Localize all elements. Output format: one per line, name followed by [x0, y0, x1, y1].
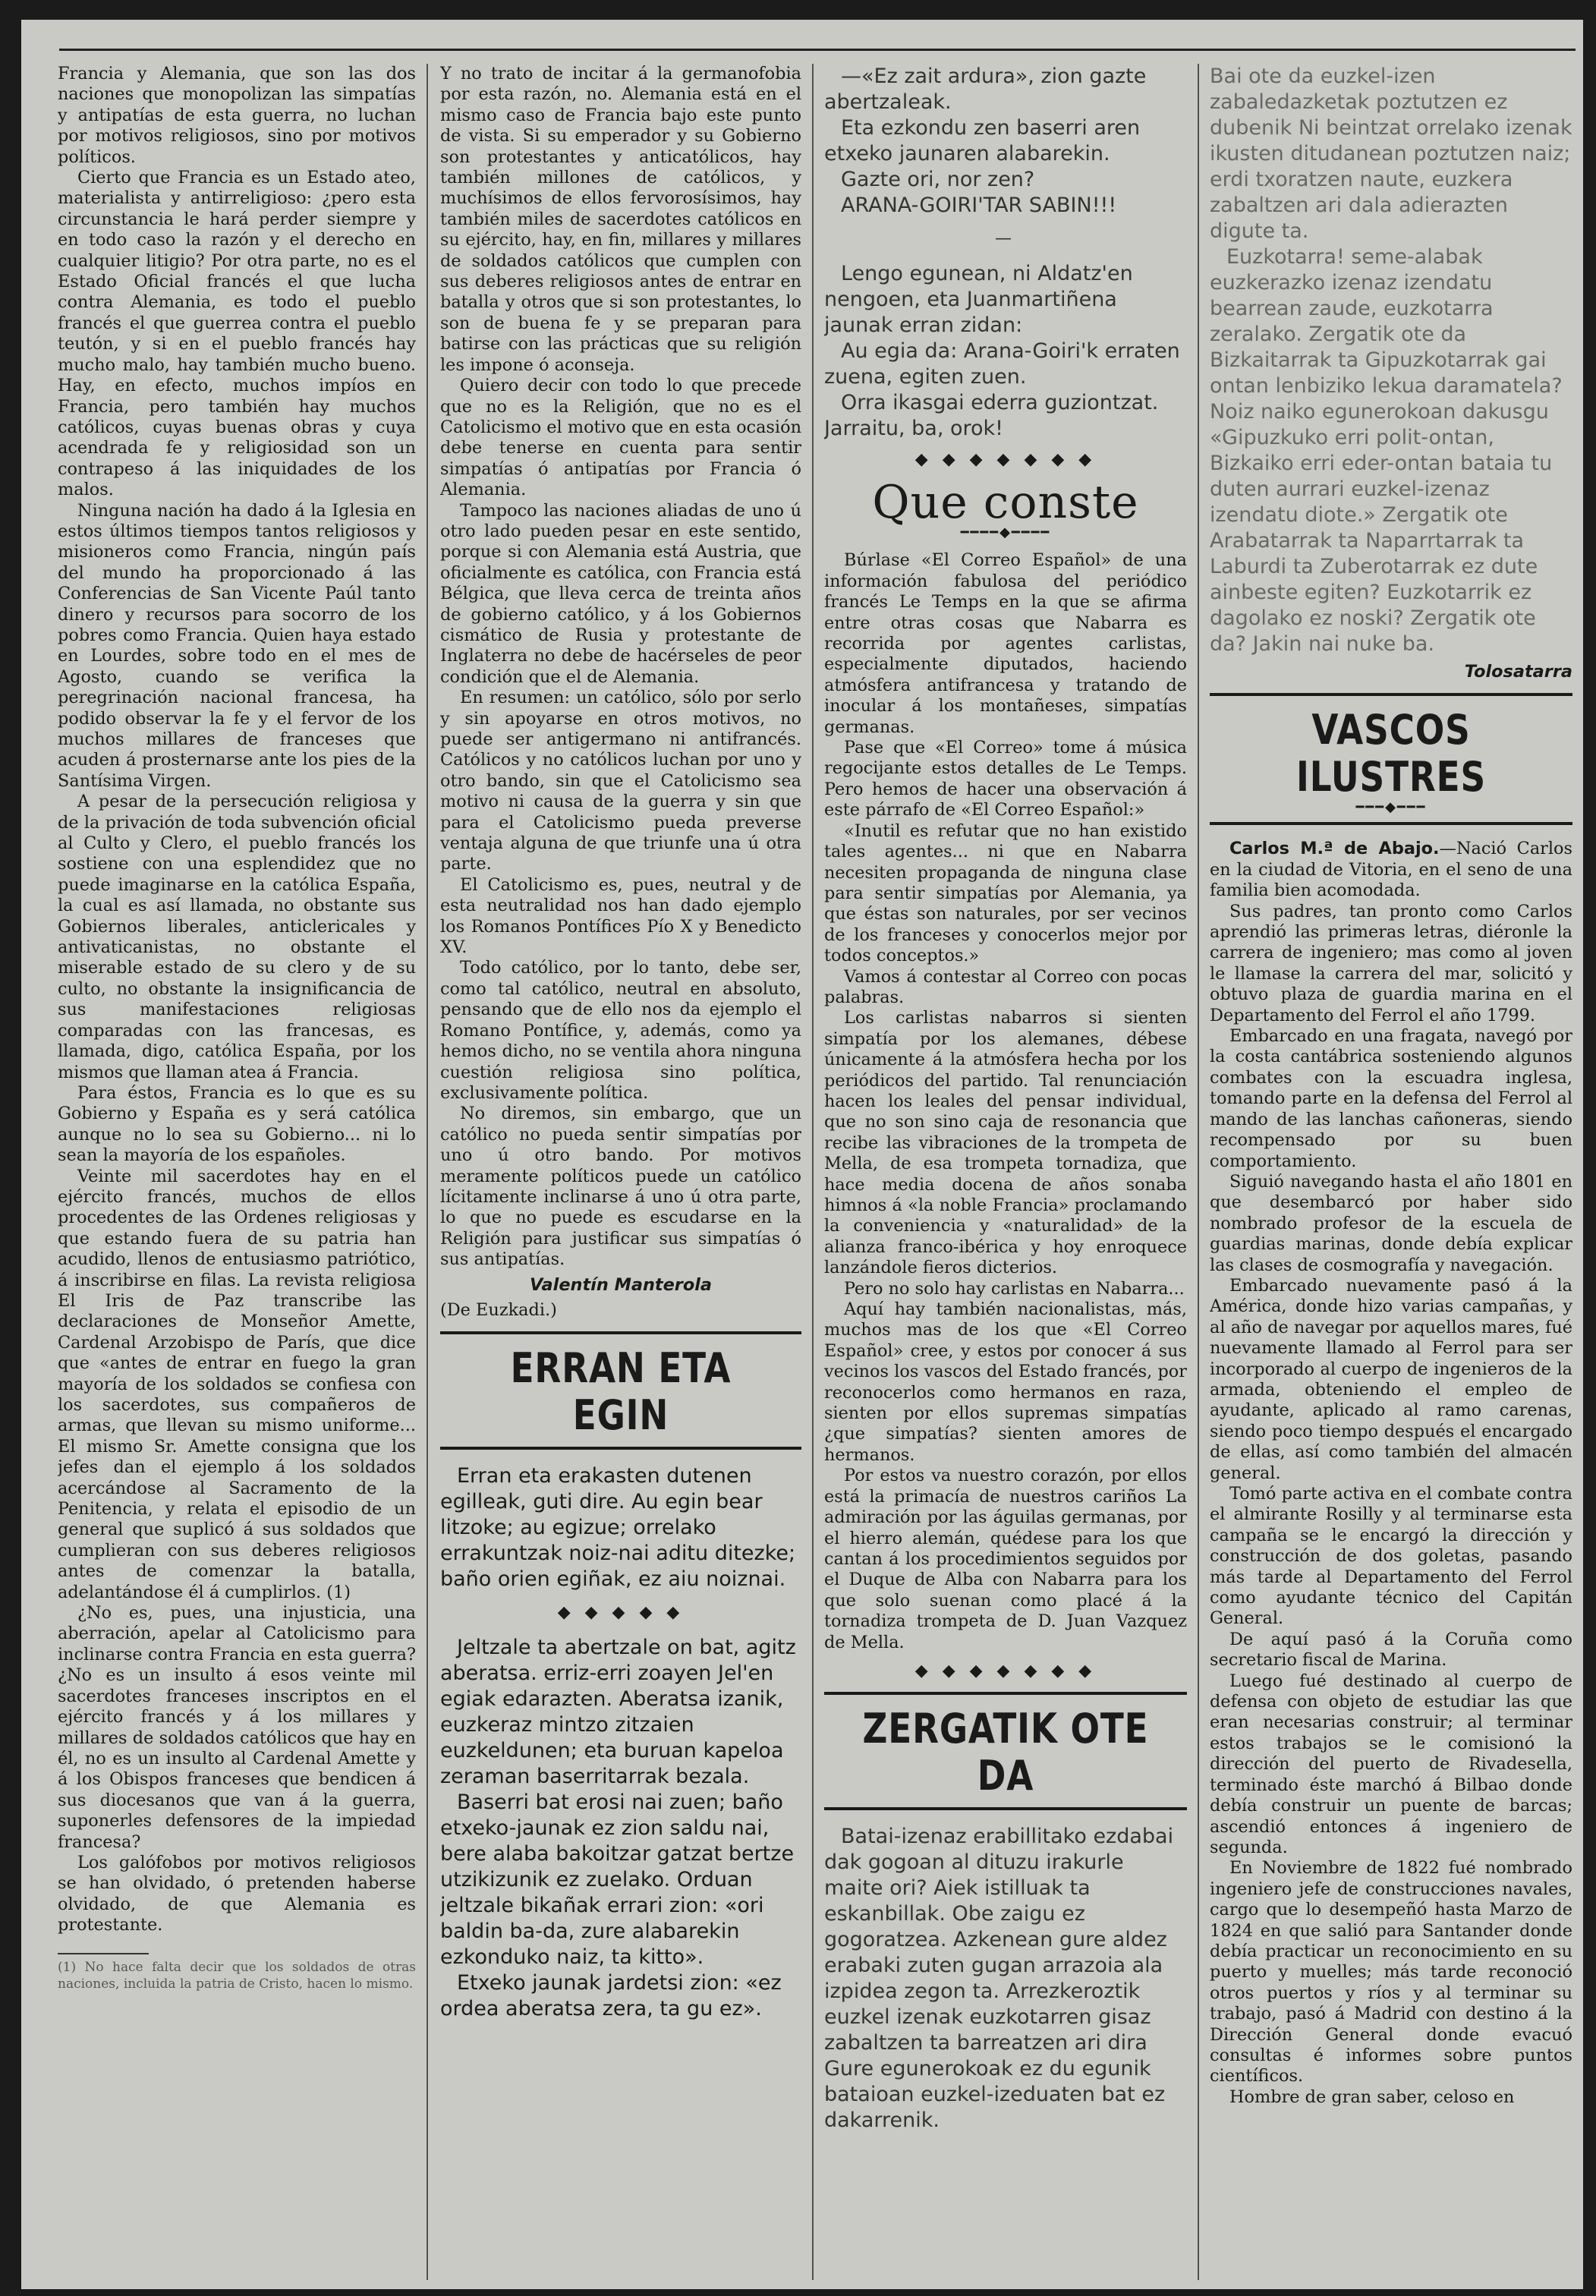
column-3 [824, 64, 1187, 2280]
paragraph: De aquí pasó á la Coruña como secretario fiscal de Marina. [1210, 1629, 1572, 1671]
paragraph: Euzkotarra! seme-alabak euzkerazko izenaz izendatu bearrean zaude, euzkotarra zeralako. Zergatik ote da Bizkaitarrak ta Gipuzkotarrak gai ontan lenbiziko lekua daramatela? Noiz naiko egunerokoan dakusgu «Gipuzkuko erri polit-ontan, Bizkaiko erri eder-ontan bataia tu duten aurrari euzkel-izenaz izendatu diote.» Zergatik ote Arabatarrak ta Naparrtarrak ta Laburdi ta Zuberotarrak ez dute ainbeste egiten? Euzkotarrik ez dagolako ez noski? Zergatik ote da? Jakin nai nuke ba. [1210, 245, 1563, 656]
separator-dots: ◆ ◆ ◆ ◆ ◆ [557, 1603, 685, 1623]
section-title: VASCOS ILUSTRES [1296, 706, 1486, 802]
column-4: Bai ote da euzkel-izen zabaledazketak poztutzen ez dubenik Ni beintzat orrelako izenak ikusten ditudanean poztutzen naiz; erdi txoratzen naute, euzkera zabaltzen ari dala adierazten digute ta. Euzkotarra! seme-alabak euzkerazko izenaz izendatu bearrean zaude, euzkotarra zeralako. Zergatik ote da Bizkaitarrak ta Gipuzkotarrak gai ontan lenbiziko lekua daramatela? Noiz naiko egunerokoan dakusgu «Gipuzkuko erri polit-ontan, Bizkaiko erri eder-ontan bataia tu duten aurrari euzkel-izenaz izendatu diote.» Zergatik ote Arabatarrak ta Naparrtarrak ta Laburdi ta Zuberotarrak ez dute ainbeste egiten? Euzkotarrik ez dagolako ez noski? Zergatik ote da? Jakin nai nuke ba. Tolosatarra VASCOS ILUSTRES ━━━◆━━━ Carlos M.ª de Abajo.—Nació Carlos en la ciudad de Vitoria, en el seno de una familia bien acomodada. Sus padres, tan pronto como Carlos aprendió las primeras letras, diéronle la carrera de ingeniero; mas como al joven le llamase la carrera del mar, solicitó y obtuvo plaza de guardia marina en el Departamento del Ferrol el año 1799. Embarcado en una fragata, navegó por la costa cantábrica sosteniendo algunos combates con la escuadra inglesa, tomando parte en la defensa del Ferrol al mando de las lanchas cañoneras, siendo recompensado por su buen comportamiento. Siguió navegando hasta el año 1801 en que desembarcó por haber sido nombrado profesor de la escuela de guardias marinas, donde debía explicar las clases de cosmografía y navegación. Embarcado nuevamente pasó á la América, donde hizo varias campañas, y al año de navegar por aquellos mares, fué nuevamente llamado al Ferrol para ser incorporado al cuerpo de ingenieros de la armada, obteniendo el empleo de ayudante, aplicado al ramo carenas, siendo poco tiempo después el encargado de ellas, así como también del almacén general. Tomó parte activa en el combate contra el almirante Rosilly y al terminarse esta campaña se le encargó la dirección y construcción de dos goletas, pasando más tarde al Departamento del Ferrol como ayudante técnico del Capitán General. De aquí pasó á la Coruña como secretario fiscal de Marina. Luego fué destinado al cuerpo de defensa con objeto de estudiar las que eran necesarias construir; al terminar estos trabajos se le comisionó la dirección del puerto de Rivadesella, terminado éste marchó á Bilbao donde debía construir un puente de barcas; ascendió entonces á ingeniero de segunda. En Noviembre de 1822 fué nombrado ingeniero jefe de construcciones navales, cargo que lo desempeñó hasta Marzo de 1824 en que salió para Santander donde debía practicar un reconocimiento en su puerto y muelles; más tarde reconoció otros puertos y ríos y al terminar su trabajo, pasó á Madrid con destino á la Dirección General donde evacuó consultas é informes sobre puntos científicos. Hombre de gran saber, celoso en [1210, 65, 1572, 2107]
paragraph: Embarcado en una fragata, navegó por la costa cantábrica sosteniendo algunos combates con la escuadra inglesa, tomando parte en la defensa del Ferrol al mando de las lanchas cañoneras, siendo recompensado por su buen comportamiento. [1210, 1026, 1572, 1171]
paragraph: No diremos, sin embargo, que un católico no pueda sentir simpatías por uno ú otro bando. Por motivos meramente políticos puede un católico lícitamente inclinarse á uno ú otra parte, lo que no puede es escudarse en la Religión para justificar sus simpatías ó sus antipatías. [440, 1104, 801, 1270]
paragraph: ARANA-GOIRI'TAR SABIN!!! [841, 194, 1117, 217]
paragraph: Tampoco las naciones aliadas de uno ú otro lado pueden pesar en este sentido, porque si con Alemania está Austria, que oficialmente es católica, con Francia está Bélgica, que lleva cerca de treinta años de gobierno católico, y á los Gobiernos cismático de Rusia y protestante de Inglaterra no debe de hacérseles de peor condición que el de Alemania. [440, 500, 801, 687]
paragraph: Lengo egunean, ni Aldatz'en nengoen, eta Juanmartiñena jaunak erran zidan: [824, 262, 1133, 337]
top-rule [59, 49, 1576, 51]
paragraph: Hombre de gran saber, celoso en [1229, 2087, 1515, 2107]
paragraph: Los carlistas nabarros si sienten simpatía por los alemanes, débese únicamente á la atmósfera hecha por los periódicos del partido. Tal renunciación hacen los leales del pensar individual, que no son sino caja de resonancia que recibe las vibraciones de la trompeta de Mella, de esa trompeta tornadiza, que hace media docena de años sonaba himnos á «la noble Francia» proclamando la conveniencia y «naturalidad» de la alianza franco-ibérica y hoy enroquece lanzándole fieros dicterios. [824, 1008, 1187, 1278]
paragraph: Sus padres, tan pronto como Carlos aprendió las primeras letras, diéronle la carrera de ingeniero; mas como al joven le llamase la carrera del mar, solicitó y obtuvo plaza de guardia marina en el Departamento del Ferrol el año 1799. [1210, 901, 1572, 1025]
paragraph: Eta ezkondu zen baserri aren etxeko jaunaren alabarekin. [824, 116, 1141, 165]
paragraph: Quiero decir con todo lo que precede que no es la Religión, que no es el Catolicismo el motivo que en esta ocasión debe tenerse en cuenta para sentir simpatías ó antipatías por Francia ó Alemania. [440, 376, 801, 500]
article-source: (De Euzkadi.) [440, 1299, 557, 1320]
separator-dots: ◆ ◆ ◆ ◆ ◆ ◆ ◆ [914, 1661, 1097, 1680]
paragraph: A pesar de la persecución religiosa y de la privación de toda subvención oficial al Culto y Clero, el pueblo francés los sostiene con una esplendidez que no puede imaginarse en la católica España, la cual es así llamada, no obstante sus Gobiernos liberales, anticlericales y antivaticanistas, no obstante el miserable estado de su clero y de su culto, no obstante la insignificancia de sus manifestaciones religiosas comparadas con las francesas, es llamada, digo, católica España, por los mismos que llaman atea á Francia. [58, 792, 416, 1082]
section-header-erran-eta-egin [440, 1331, 801, 1450]
paragraph: Los galófobos por motivos religiosos se han olvidado, ó pretenden haberse olvidado, de que Alemania es protestante. [58, 1852, 416, 1935]
column-divider [427, 64, 428, 2280]
paragraph: Baserri bat erosi nai zuen; baño etxeko-jaunak ez zion saldu nai, bere alaba bakoitzar gatzat bertze utzikizunik ez zuelako. Orduan jeltzale bikañak errari zion: «ori baldin ba-da, zure alabarekin ezkonduko naiz, ta kitto». [440, 1791, 795, 1970]
paragraph: —«Ez zait ardura», zion gazte abertzaleak. [824, 65, 1147, 114]
paragraph: Vamos á contestar al Correo con pocas palabras. [824, 966, 1187, 1007]
paragraph: El Catolicismo es, pues, neutral y de esta neutralidad nos han dado ejemplo los Romanos Pontífices Pío X y Benedicto XV. [440, 874, 801, 958]
section-body [440, 1463, 801, 2022]
paragraph: «Inutil es refutar que no han existido tales agentes... ni que en Nabarra necesiten propaganda de ninguna clase para sentir simpatías por Alemania, ya que éstas son naturales, por ser vecinos de los franceses y conocerlos mejor por todos conceptos.» [824, 820, 1187, 966]
paragraph: Para éstos, Francia es lo que es su Gobierno y España es y será católica aunque no lo sea su Gobierno... ni lo sean la mayoría de los españoles. [58, 1082, 416, 1166]
paragraph: Luego fué destinado al cuerpo de defensa con objeto de estudiar las que eran necesarias construir; al terminar estos trabajos se le comisionó la dirección del puerto de Rivadesella, terminado éste marchó á Bilbao donde debía construir un puente de barcas; ascendió entonces á ingeniero de segunda. [1210, 1671, 1572, 1857]
paragraph: Jeltzale ta abertzale on bat, agitz aberatsa. erriz-erri zoayen Jel'en egiak edarazten. Aberatsa izanik, euzkeraz mintzo zitzaien euzkeldunen; eta buruan kapeloa zeraman baserritarrak bezala. [440, 1636, 796, 1789]
paragraph: Por estos va nuestro corazón, por ellos está la primacía de nuestros cariños La admiración por las águilas germanas, por el hierro alemán, quédese para los que cantan á los procedimientos seguidos por el Duque de Alba con Nabarra para los que solo suenan como placé á la tornadiza trompeta de D. Juan Vazquez de Mella. [824, 1466, 1187, 1652]
column-divider [1198, 64, 1199, 2280]
paragraph: Bai ote da euzkel-izen zabaledazketak poztutzen ez dubenik Ni beintzat orrelako izenak ikusten ditudanean poztutzen naiz; erdi txoratzen naute, euzkera zabaltzen ari dala adierazten digute ta. [1210, 65, 1572, 243]
paragraph: Batai-izenaz erabillitako ezdabai dak gogoan al dituzu irakurle maite ori? Aiek istilluak ta eskanbillak. Obe zaigu ez gogoratzea. Azkenean gure aldez erabaki zuten gugan arrazoia ala izpidea zegon ta. Arrezkeroztik euzkel izenak euzkotarren gisaz zabaltzen ta barreatzen ari dira Gure egunerokoak ez du egunik bataioan euzkel-izeduaten bat ez dakarrenik. [824, 1825, 1174, 2133]
paragraph: En resumen: un católico, sólo por serlo y sin apoyarse en otros motivos, no puede ser antigermano ni antifrancés. Católicos y no católicos luchan por uno y otro bando, sin que el Catolicismo sea motivo ni causa de la guerra y sin que para el Catolicismo pueda preverse ventaja alguna de que triunfe una ú otra parte. [440, 688, 801, 874]
paragraph: Embarcado nuevamente pasó á la América, donde hizo varias campañas, y al año de navegar por aquellos mares, fué nuevamente llamado al Ferrol para ser incorporado al cuerpo de ingenieros de la armada, obteniendo el empleo de ayudante, aplicado al ramo carenas, siendo poco tiempo después el encargado de ellas, así como también del almacén general. [1210, 1275, 1572, 1483]
paragraph: Etxeko jaunak jardetsi zion: «ez ordea aberatsa zera, ta gu ez». [440, 1971, 782, 2021]
paragraph: Ninguna nación ha dado á la Iglesia en estos últimos tiempos tantos religiosos y misioneros como Francia, ningún país del mundo ha proporcionado á las Conferencias de San Vicente Paúl tanto dinero y recursos para socorro de los pobres como Francia. Quien haya estado en Lourdes, sobre todo en el mes de Agosto, cuando se verifica la peregrinación nacional francesa, ha podido observar la fe y el fervor de los muchos millares de franceses que acuden á prosternarse ante los pies de la Santísima Virgen. [58, 500, 416, 791]
article-signature: Valentín Manterola [529, 1274, 713, 1295]
separator-dots: ◆ ◆ ◆ ◆ ◆ ◆ ◆ [914, 450, 1097, 469]
paragraph: Pase que «El Correo» tome á música regocijante estos detalles de Le Temps. Pero hemos de hacer una observación á este párrafo de «El Correo Español:» [824, 738, 1187, 820]
column-1 [58, 64, 416, 2280]
paragraph: Y no trato de incitar á la germanofobia por esta razón, no. Alemania está en el mismo caso de Francia bajo este punto de vista. Si su emperador y su Gobierno son protestantes y anticatólicos, hay también millones de católicos, y muchísimos de ellos fervorosísimos, hay también miles de sacerdotes católicos en su ejército, hay, en fin, millares y millares de soldados católicos que cumplen con sus deberes religiosos antes de entrar en batalla y otros que si son protestantes, lo son de buena fe y se preparan para batirse con las prácticas que su religión les impone ó aconseja. [440, 64, 801, 375]
paragraph: Pero no solo hay carlistas en Nabarra... [844, 1278, 1185, 1299]
paragraph: Francia y Alemania, que son las dos naciones que monopolizan las simpatías y antipatías de esta guerra, no luchan por motivos religiosos, sino por motivos políticos. [58, 64, 416, 167]
column-2 [440, 64, 801, 2280]
paragraph: Aquí hay también nacionalistas, más, muchos mas de los que «El Correo Español» cree, y estos por conocer á sus vecinos los vascos del Estado francés, por reconocerlos como hermanos en raza, sienten por ellos supremas simpatías ¿que simpatías? sienten amores de hermanos. [824, 1299, 1187, 1465]
section-body [824, 1824, 1187, 2134]
lead-name: Carlos M.ª de Abajo. [1229, 839, 1440, 859]
continued-text [824, 64, 1187, 442]
ornament-icon: ━━━━◆━━━━ [960, 524, 1051, 541]
paragraph: Erran eta erakasten dutenen egilleak, guti dire. Au egin bear litzoke; au egizue; orrelako errakuntzak noiz-nai aditu ditezke; baño orien egiñak, ez aiu noiznai. [440, 1464, 796, 1592]
section-header-zergatik-ote-da [824, 1692, 1187, 1810]
article-signature: Tolosatarra [1464, 662, 1572, 682]
paragraph: Todo católico, por lo tanto, debe ser, como tal católico, neutral en absoluto, pensando que de ello nos da ejemplo el Romano Pontífice, y, además, como ya hemos dicho, no se ventila ahora ninguna cuestión religiosa sino política, exclusivamente política. [440, 958, 801, 1103]
column-divider [812, 64, 814, 2280]
paragraph-text: Nació Carlos en la ciudad de Vitoria, en el seno de una familia bien acomodada. [1210, 839, 1572, 901]
section-header-vascos-ilustres [1210, 693, 1572, 825]
paragraph: Au egia da: Arana-Goiri'k erraten zuena, egiten zuen. [824, 339, 1180, 389]
ornament-icon: ━━━◆━━━ [1355, 799, 1427, 816]
paragraph: Cierto que Francia es un Estado ateo, materialista y antirreligioso: ¿pero esta circunstancia le hará perder siempre y en todo caso la razón y el derecho en cualquier litigio? Por otra parte, no es el Estado Oficial francés el que lucha contra Alemania, es todo el pueblo francés el que guerrea contra el pueblo teutón, y si en el pueblo francés hay mucho malo, hay también mucho bueno. Hay, en efecto, muchos impíos en Francia, pero también hay muchos católicos, cuyas buenas obras y cuya acendrada fe y religiosidad son un contrapeso á las iniquidades de los malos. [58, 168, 416, 500]
paragraph: Gazte ori, nor zen? [841, 168, 1035, 191]
paragraph: Orra ikasgai ederra guziontzat. Jarraitu, ba, orok! [824, 391, 1159, 440]
section-title: Que conste [872, 476, 1139, 530]
paragraph: ¿No es, pues, una injusticia, una aberración, apelar al Catolicismo para inclinarse contra Francia en esta guerra? ¿No es un insulto á esos veinte mil sacerdotes franceses inscriptos en el ejército francés y á los millares y millares de soldados católicos que hay en él, no es un insulto al Cardenal Amette y á los Obispos franceses que bendicen á sus diocesanos que van á la guerra, suponerles defensores de la impiedad francesa? [58, 1603, 416, 1852]
paragraph: Búrlase «El Correo Español» de una información fabulosa del periódico francés Le Temps en la que se afirma entre otras cosas que Nabarra es recorrida por agentes carlistas, especialmente diputados, haciendo atmósfera antifrancesa y tratando de inocular á los montañeses, simpatías germanas. [824, 550, 1187, 737]
section-header-que-conste [824, 476, 1187, 541]
section-title: ERRAN ETA EGIN [510, 1344, 732, 1440]
footnote-rule [58, 1953, 149, 1954]
paragraph: En Noviembre de 1822 fué nombrado ingeniero jefe de construcciones navales, cargo que lo desempeñó hasta Marzo de 1824 en que salió para Santander donde debía practicar un reconocimiento en su puerto y muelles; más tarde reconoció otros puertos y ríos y al terminar su trabajo, pasó á Madrid con destino á la Dirección General donde evacuó consultas é informes sobre puntos científicos. [1210, 1858, 1572, 2087]
footnote: (1) No hace falta decir que los soldados de otras naciones, incluida la patria de Cristo, hacen lo mismo. [58, 1959, 416, 1992]
separator-dash: — [995, 229, 1016, 248]
paragraph: Tomó parte activa en el combate contra el almirante Rosilly y al terminarse esta campaña se le encargó la dirección y construcción de dos goletas, pasando más tarde al Departamento del Ferrol como ayudante técnico del Capitán General. [1210, 1484, 1572, 1629]
paragraph: Veinte mil sacerdotes hay en el ejército francés, muchos de ellos procedentes de las Ordenes religiosas y que estando fuera de su patria han acudido, llenos de entusiasmo patriótico, á inscribirse en filas. La revista religiosa El Iris de Paz transcribe las declaraciones de Monseñor Amette, Cardenal Arzobispo de París, que dice que «antes de entrar en fuego la gran mayoría de los soldados se confiesa con los sacerdotes, sus compañeros de armas, que llevan su mismo uniforme... El mismo Sr. Amette consigna que los jefes dan el ejemplo á los soldados acercándose al Sacramento de la Penitencia, y relata el episodio de un general que suplicó á sus soldados que cumplieran con sus deberes religiosos antes de comenzar la batalla, adelantándose él á cumplirlos. (1) [58, 1166, 416, 1602]
section-title: ZERGATIK OTE DA [862, 1705, 1149, 1800]
paragraph: Siguió navegando hasta el año 1801 en que desembarcó por haber sido nombrado profesor de la escuela de guardias marinas, donde debía explicar las clases de cosmografía y navegación. [1210, 1171, 1572, 1275]
continued-text [1210, 64, 1572, 657]
newspaper-page [21, 20, 1583, 2289]
